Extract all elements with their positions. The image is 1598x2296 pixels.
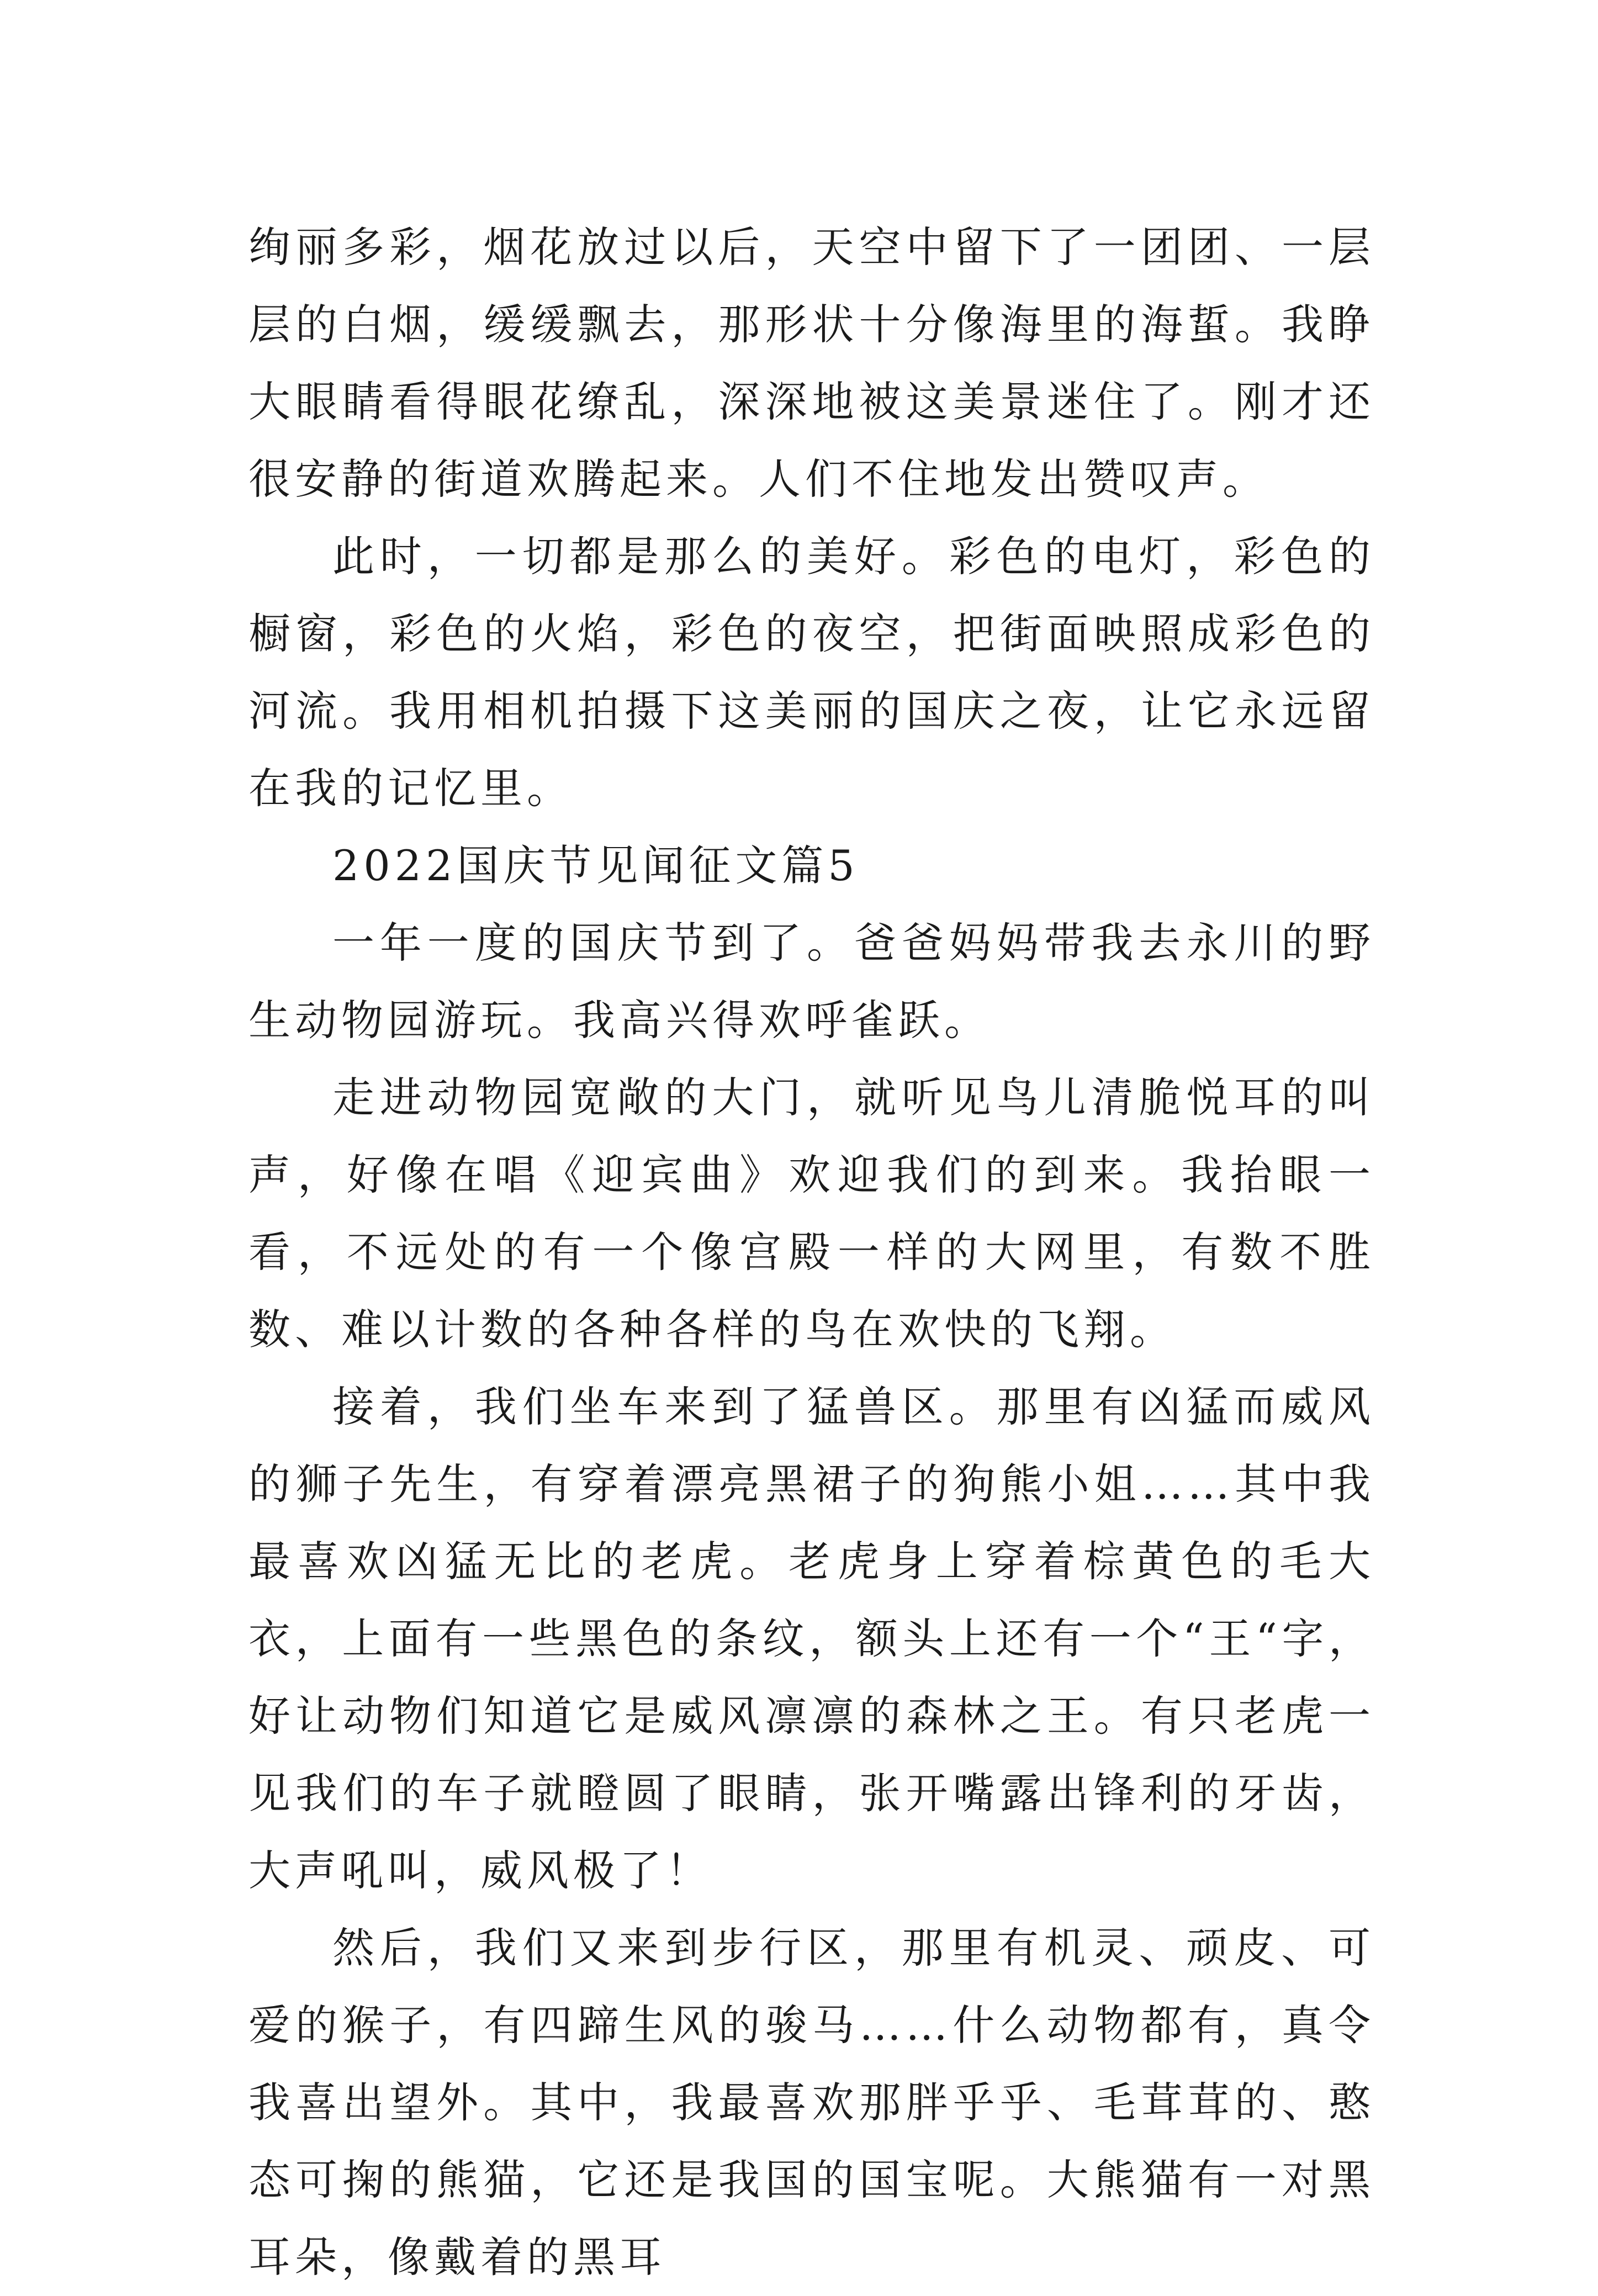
paragraph-national-day-night: 此时，一切都是那么的美好。彩色的电灯，彩色的橱窗，彩色的火焰，彩色的夜空，把街面映照成彩色的河流。我用相机拍摄下这美丽的国庆之夜，让它永远留在我的记忆里。 — [248, 532, 1375, 813]
article-body — [248, 209, 1375, 2296]
paragraph-beast-area: 接着，我们坐车来到了猛兽区。那里有凶猛而威风的狮子先生，有穿着漂亮黑裙子的狗熊小姐……其中我最喜欢凶猛无比的老虎。老虎身上穿着棕黄色的毛大衣，上面有一些黑色的条纹，额头上还有一个“王“字，好让动物们知道它是威风凛凛的森林之王。有只老虎一见我们的车子就瞪圆了眼睛，张开嘴露出锋利的牙齿，大声吼叫，威风极了！ — [248, 1382, 1375, 1895]
paragraph-walking-area: 然后，我们又来到步行区，那里有机灵、顽皮、可爱的猴子，有四蹄生风的骏马……什么动物都有，真令我喜出望外。其中，我最喜欢那胖乎乎、毛茸茸的、憨态可掬的熊猫，它还是我国的国宝呢。大熊猫有一对黑耳朵，像戴着的黑耳 — [248, 1923, 1375, 2282]
section-heading: 2022国庆节见闻征文篇5 — [332, 841, 859, 890]
paragraph-fireworks-continued: 绚丽多彩，烟花放过以后，天空中留下了一团团、一层层的白烟，缓缓飘去，那形状十分像海里的海蜇。我睁大眼睛看得眼花缭乱，深深地被这美景迷住了。刚才还很安静的街道欢腾起来。人们不住地发出赞叹声。 — [248, 223, 1375, 504]
paragraph-zoo-intro: 一年一度的国庆节到了。爸爸妈妈带我去永川的野生动物园游玩。我高兴得欢呼雀跃。 — [248, 918, 1375, 1045]
paragraph-bird-area: 走进动物园宽敞的大门，就听见鸟儿清脆悦耳的叫声，好像在唱《迎宾曲》欢迎我们的到来。我抬眼一看，不远处的有一个像宫殿一样的大网里，有数不胜数、难以计数的各种各样的鸟在欢快的飞翔。 — [248, 1073, 1375, 1354]
